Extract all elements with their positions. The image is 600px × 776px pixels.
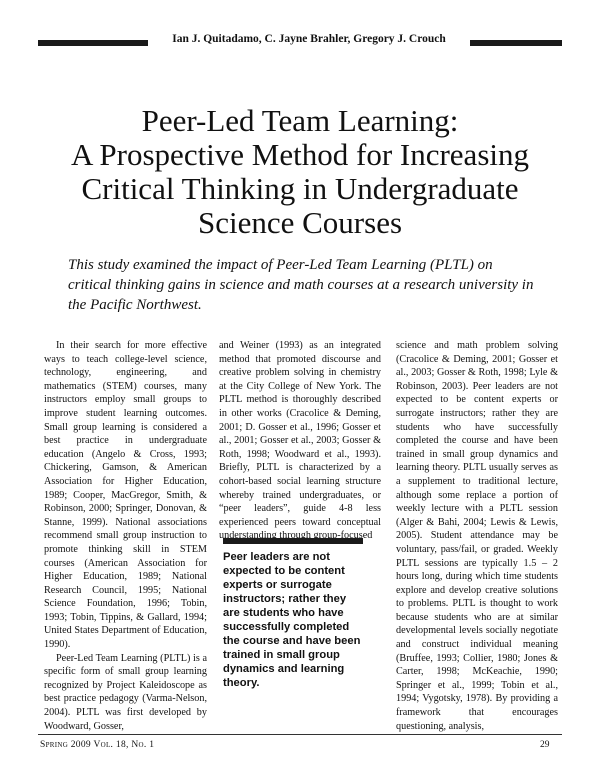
- header-authors: Ian J. Quitadamo, C. Jayne Brahler, Gregory J. Crouch: [172, 33, 446, 45]
- page-number: 29: [540, 740, 550, 750]
- title-line: Critical Thinking in Undergraduate: [81, 171, 519, 206]
- footer-rule: [38, 734, 562, 735]
- body-column-1: [44, 339, 207, 733]
- paragraph: In their search for more effective ways to teach college-level science, technology, engineering, and mathematics (STEM) courses, many instructors employ small groups to improve student learning outcomes. Small group learning is considered a best practice in undergraduate education (Angelo & Cross, 1993; Chickering, Gamson, & American Association for Higher Education, 1989; Cooper, MacGregor, Smith, & Robinson, 2000; Springer, Donovan, & Stanne, 1999). National associations recommend small group instruction to promote thinking skill in STEM courses (American Association for Higher Education, 1989; National Research Council, 1995; National Science Foundation, 1996; Tobin, 1993; Tobin, Tippins, & Gallard, 1994; United States Department of Education, 1990).: [44, 340, 207, 651]
- header-rule-right: [470, 40, 562, 46]
- title-line: A Prospective Method for Increasing: [71, 137, 529, 172]
- paragraph: science and math problem solving (Cracolice & Deming, 2001; Gosser et al., 2003; Gosser & Roth, 1998; Lyle & Robinson, 2003). Peer leaders are not expected to be content experts or surrogate instructors; rather they are students who have successfully completed the course and have been trained in small group dynamics and learning theory. PLTL usually serves as a supplement to traditional lecture, although some replace a portion of weekly lecture with a PLTL session (Alger & Bahi, 2004; Lewis & Lewis, 2005). Student attendance may be voluntary, pass/fail, or graded. Weekly PLTL sessions are typically 1.5 – 2 hours long, during which time students explore and develop creative solutions to problems. PLTL is thought to work because students who are at similar developmental levels socially negotiate and construct individual meaning (Bruffee, 1993; Collier, 1980; Jones & Carter, 1998; McKeachie, 1990; Springer et al., 1999; Tobin et al., 1994; Vygotsky, 1978). By providing a framework that encourages questioning, analysis,: [396, 340, 558, 732]
- title-line: Science Courses: [197, 205, 403, 240]
- article-title: [40, 104, 560, 240]
- paragraph: Peer-Led Team Learning (PLTL) is a specific form of small group learning recognized by Project Kaleidoscope as best practice pedagogy (Varma-Nelson, 2004). PLTL was first developed by Woodward, Gosser,: [44, 652, 207, 732]
- abstract: This study examined the impact of Peer-Led Team Learning (PLTL) on critical thinking gains in science and math courses at a research university in the Pacific Northwest.: [68, 257, 534, 313]
- footer-issue: Spring 2009 Vol. 18, No. 1: [40, 740, 155, 750]
- body-column-3: [396, 339, 558, 733]
- body-column-2: [219, 339, 381, 543]
- pull-quote: Peer leaders are not expected to be content experts or surrogate instructors; rather they are students who have successfully completed the course and have been trained in small group dynamics and learning theory.: [223, 538, 363, 690]
- title-line: Peer-Led Team Learning:: [141, 103, 459, 138]
- paragraph: and Weiner (1993) as an integrated method that promoted discourse and creative problem solving in chemistry at the City College of New York. The PLTL method is thoroughly described in other works (Cracolice & Deming, 2001; D. Gosser et al., 1996; Gosser et al., 2001; Gosser et al., 2003; Gosser & Roth, 1998; Woodward et al., 1993). Briefly, PLTL is characterized by a cohort-based social learning structure whereby trained undergraduates, or “peer leaders”, guide 4-8 less experienced peers toward conceptual understanding through group-focused: [219, 340, 381, 542]
- header-rule-left: [38, 40, 148, 46]
